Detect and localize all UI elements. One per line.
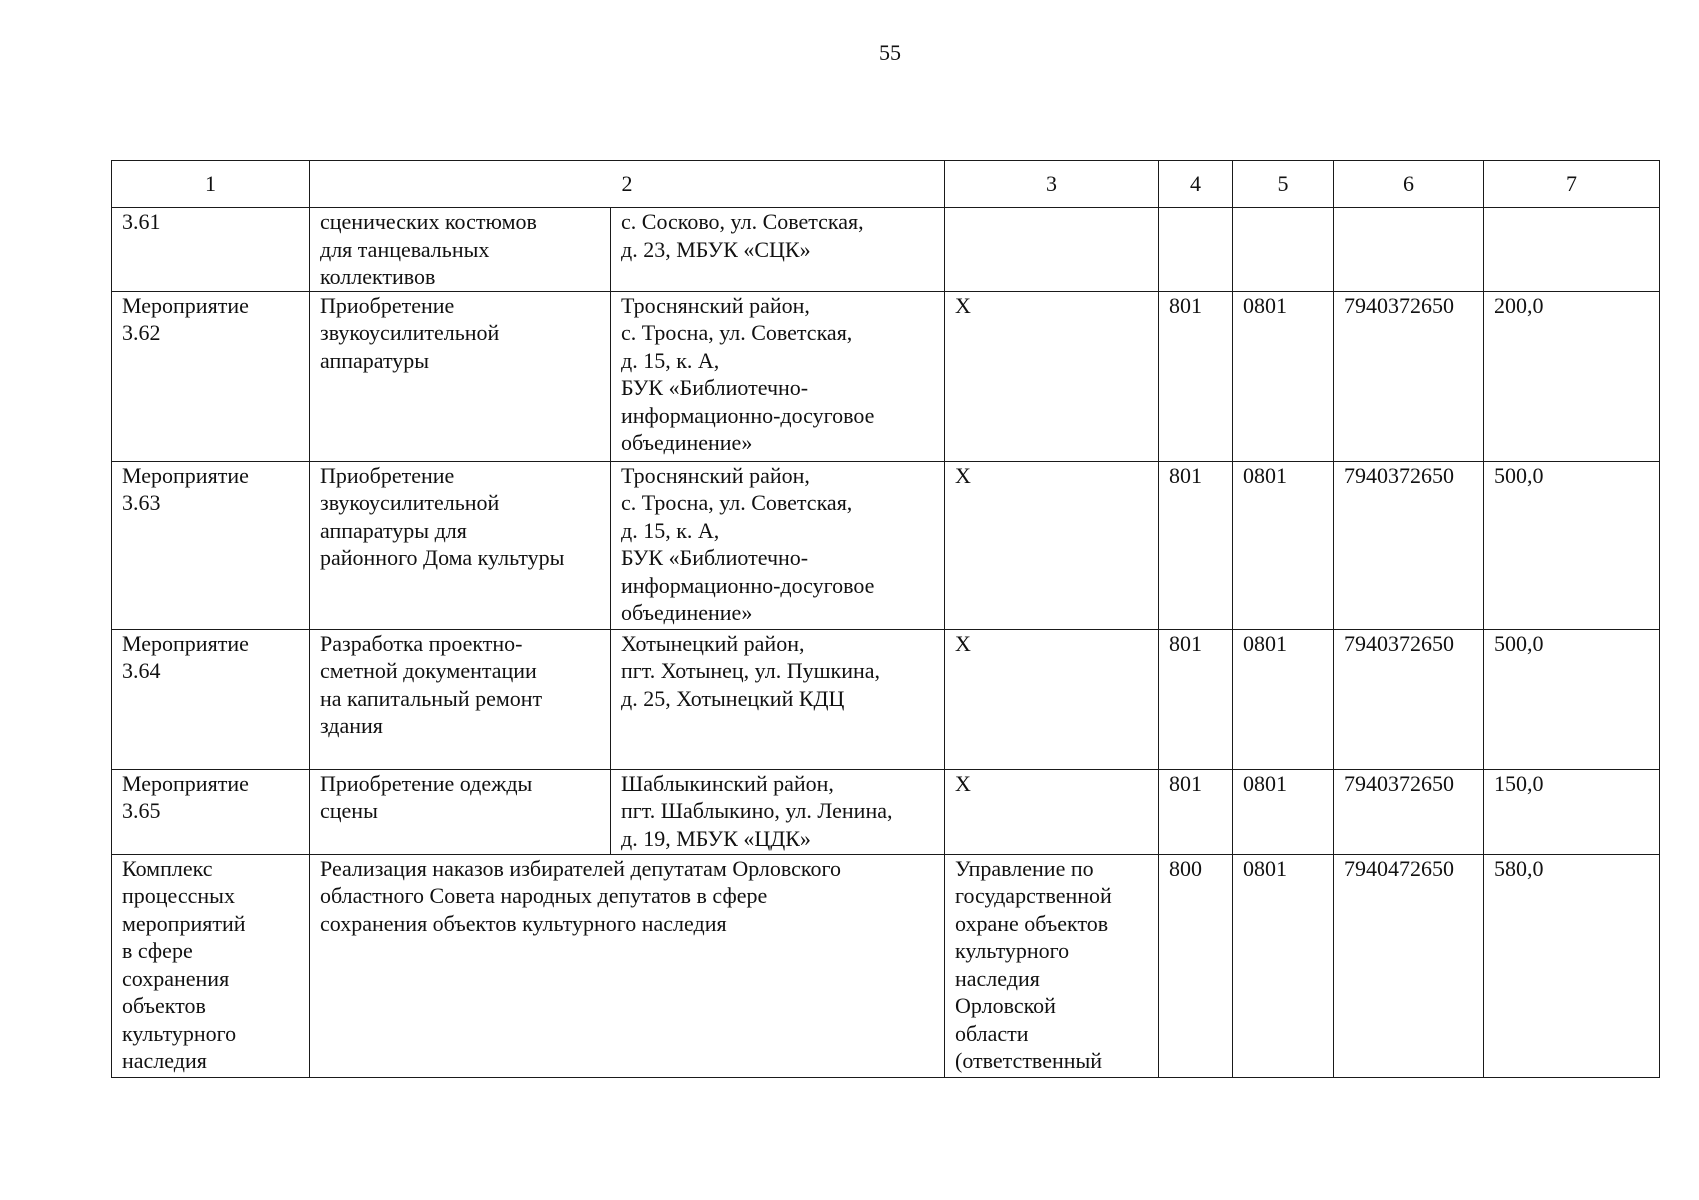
event-cell: Мероприятие 3.63 xyxy=(112,461,310,629)
address-cell: с. Сосково, ул. Советская, д. 23, МБУК «СЦК» xyxy=(611,208,945,292)
amount-cell: 580,0 xyxy=(1484,854,1660,1077)
event-name-cell: Разработка проектно- сметной документации на капитальный ремонт здания xyxy=(310,629,611,769)
code-6-cell: 7940372650 xyxy=(1334,769,1484,854)
address-cell: Троснянский район, с. Тросна, ул. Советская, д. 15, к. А, БУК «Библиотечно- информационно-досуговое объединение» xyxy=(611,291,945,461)
amount-cell: 200,0 xyxy=(1484,291,1660,461)
address-cell: Шаблыкинский район, пгт. Шаблыкино, ул. Ленина, д. 19, МБУК «ЦДК» xyxy=(611,769,945,854)
event-cell: Мероприятие 3.65 xyxy=(112,769,310,854)
code-5-cell: 0801 xyxy=(1233,769,1334,854)
address-cell: Хотынецкий район, пгт. Хотынец, ул. Пушкина, д. 25, Хотынецкий КДЦ xyxy=(611,629,945,769)
responsible-cell: Х xyxy=(945,461,1159,629)
code-4-cell: 801 xyxy=(1159,461,1233,629)
code-5-cell xyxy=(1233,208,1334,292)
budget-table xyxy=(111,160,1660,1078)
code-6-cell: 7940372650 xyxy=(1334,461,1484,629)
code-6-cell: 7940372650 xyxy=(1334,291,1484,461)
responsible-cell xyxy=(945,208,1159,292)
header-col-3: 3 xyxy=(945,161,1159,208)
code-5-cell: 0801 xyxy=(1233,461,1334,629)
header-col-7: 7 xyxy=(1484,161,1660,208)
table-row xyxy=(112,461,1660,629)
address-cell: Троснянский район, с. Тросна, ул. Советская, д. 15, к. А, БУК «Библиотечно- информационно-досуговое объединение» xyxy=(611,461,945,629)
complex-description-cell: Реализация наказов избирателей депутатам Орловского областного Совета народных депутатов в сфере сохранения объектов культурного наследия xyxy=(310,854,945,1077)
event-name-cell: Приобретение звукоусилительной аппаратуры для районного Дома культуры xyxy=(310,461,611,629)
header-col-4: 4 xyxy=(1159,161,1233,208)
code-4-cell: 801 xyxy=(1159,769,1233,854)
complex-responsible-cell: Управление по государственной охране объектов культурного наследия Орловской области (ответственный xyxy=(945,854,1159,1077)
event-name-cell: сценических костюмов для танцевальных коллективов xyxy=(310,208,611,292)
table-row-complex xyxy=(112,854,1660,1077)
responsible-cell: Х xyxy=(945,629,1159,769)
event-name-cell: Приобретение одежды сцены xyxy=(310,769,611,854)
amount-cell: 150,0 xyxy=(1484,769,1660,854)
header-col-6: 6 xyxy=(1334,161,1484,208)
event-cell: 3.61 xyxy=(112,208,310,292)
table-row xyxy=(112,769,1660,854)
event-cell: Мероприятие 3.64 xyxy=(112,629,310,769)
amount-cell xyxy=(1484,208,1660,292)
complex-event-cell: Комплекс процессных мероприятий в сфере сохранения объектов культурного наследия xyxy=(112,854,310,1077)
code-5-cell: 0801 xyxy=(1233,854,1334,1077)
amount-cell: 500,0 xyxy=(1484,629,1660,769)
code-6-cell xyxy=(1334,208,1484,292)
table-row xyxy=(112,208,1660,292)
table-row xyxy=(112,291,1660,461)
header-col-1: 1 xyxy=(112,161,310,208)
code-4-cell xyxy=(1159,208,1233,292)
code-5-cell: 0801 xyxy=(1233,291,1334,461)
responsible-cell: Х xyxy=(945,291,1159,461)
amount-cell: 500,0 xyxy=(1484,461,1660,629)
header-col-5: 5 xyxy=(1233,161,1334,208)
code-5-cell: 0801 xyxy=(1233,629,1334,769)
event-name-cell: Приобретение звукоусилительной аппаратуры xyxy=(310,291,611,461)
code-4-cell: 800 xyxy=(1159,854,1233,1077)
table-row xyxy=(112,629,1660,769)
code-4-cell: 801 xyxy=(1159,291,1233,461)
code-6-cell: 7940472650 xyxy=(1334,854,1484,1077)
event-cell: Мероприятие 3.62 xyxy=(112,291,310,461)
header-row xyxy=(112,161,1660,208)
code-6-cell: 7940372650 xyxy=(1334,629,1484,769)
header-col-2: 2 xyxy=(310,161,945,208)
page-number: 55 xyxy=(879,40,901,65)
responsible-cell: Х xyxy=(945,769,1159,854)
code-4-cell: 801 xyxy=(1159,629,1233,769)
